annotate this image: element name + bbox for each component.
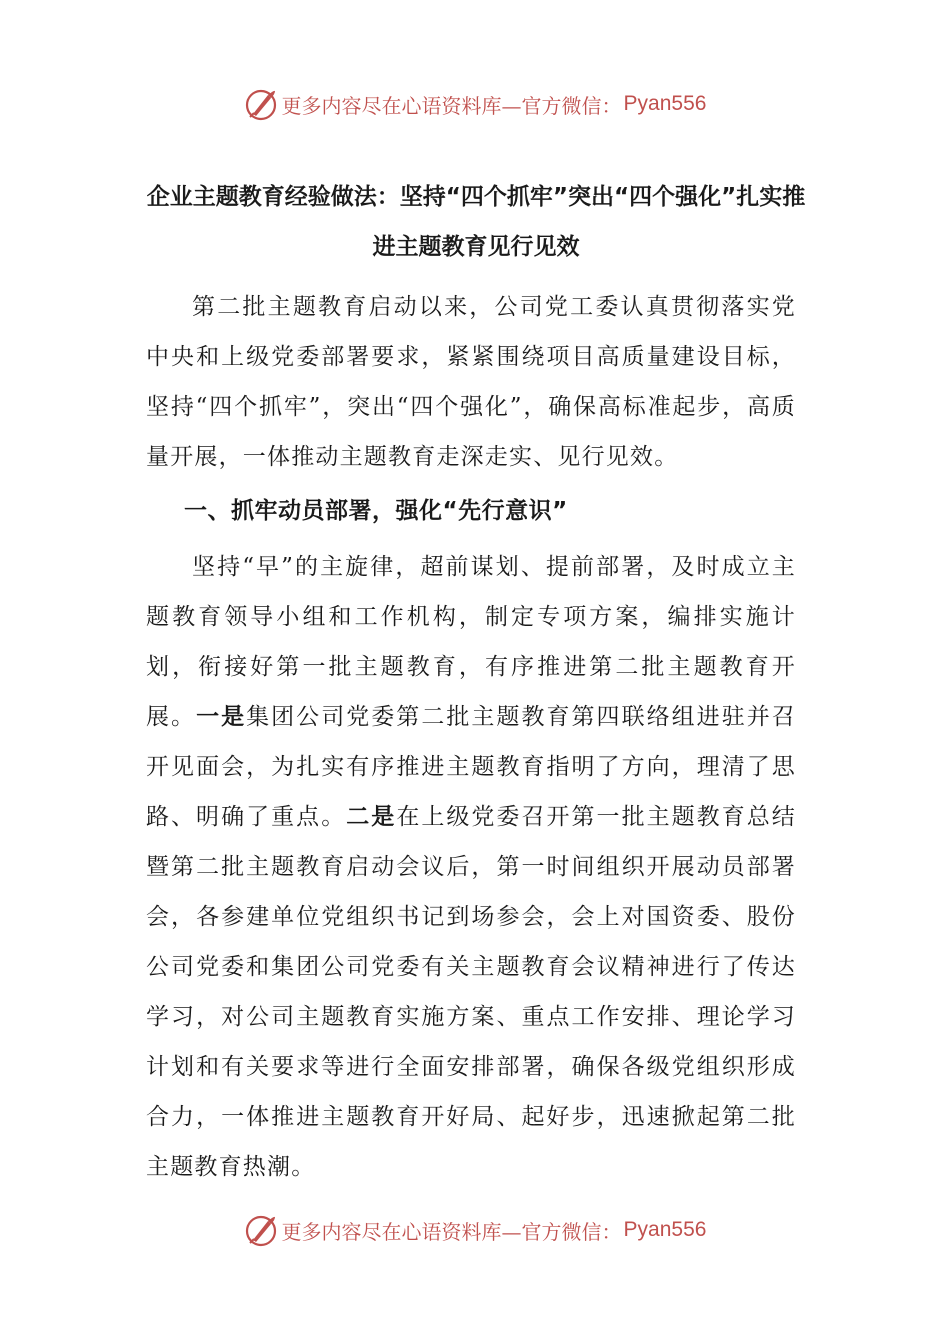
- intro-paragraph: 第二批主题教育启动以来，公司党工委认真贯彻落实党中央和上级党委部署要求，紧紧围绕项目高质量建设目标，坚持“四个抓牢”，突出“四个强化”，确保高标准起步，高质量开展，一体推动主题教育走深走实、见行见效。: [146, 294, 796, 470]
- point-two-label: 二是: [346, 804, 397, 830]
- document-body: [146, 282, 796, 1192]
- quill-pen-logo-icon: [244, 1213, 278, 1247]
- banner-wechat-id: Pyan556: [623, 1218, 707, 1241]
- section-1-text-mid: 集团公司党委第二批主题教育第四联络组进驻并召开见面会，为扎实有序推进主题教育指明了方向，理清了思路、明确了重点。: [146, 704, 796, 830]
- footer-banner: [0, 1210, 950, 1250]
- section-1-paragraph: [146, 542, 796, 1192]
- point-one-label: 一是: [196, 704, 247, 730]
- section-1-text-start: 坚持“早”的主旋律，超前谋划、提前部署，及时成立主题教育领导小组和工作机构，制定专项方案，编排实施计划，衔接好第一批主题教育，有序推进第二批主题教育开展。: [146, 554, 796, 730]
- header-banner: [0, 84, 950, 124]
- quill-pen-logo-icon: [244, 87, 278, 121]
- section-1-text-end: 在上级党委召开第一批主题教育总结暨第二批主题教育启动会议后，第一时间组织开展动员部署会，各参建单位党组织书记到场参会，会上对国资委、股份公司党委和集团公司党委有关主题教育会议精神进行了传达学习，对公司主题教育实施方案、重点工作安排、理论学习计划和有关要求等进行全面安排部署，确保各级党组织形成合力，一体推进主题教育开好局、起好步，迅速掀起第二批主题教育热潮。: [146, 804, 796, 1180]
- banner-wechat-id: Pyan556: [623, 92, 707, 115]
- document-title: 企业主题教育经验做法：坚持“四个抓牢”突出“四个强化”扎实推进主题教育见行见效: [146, 184, 806, 260]
- section-1-heading: 一、抓牢动员部署，强化“先行意识”: [184, 498, 568, 524]
- banner-text: 更多内容尽在心语资料库—官方微信：: [281, 93, 622, 118]
- banner-text: 更多内容尽在心语资料库—官方微信：: [281, 1219, 622, 1244]
